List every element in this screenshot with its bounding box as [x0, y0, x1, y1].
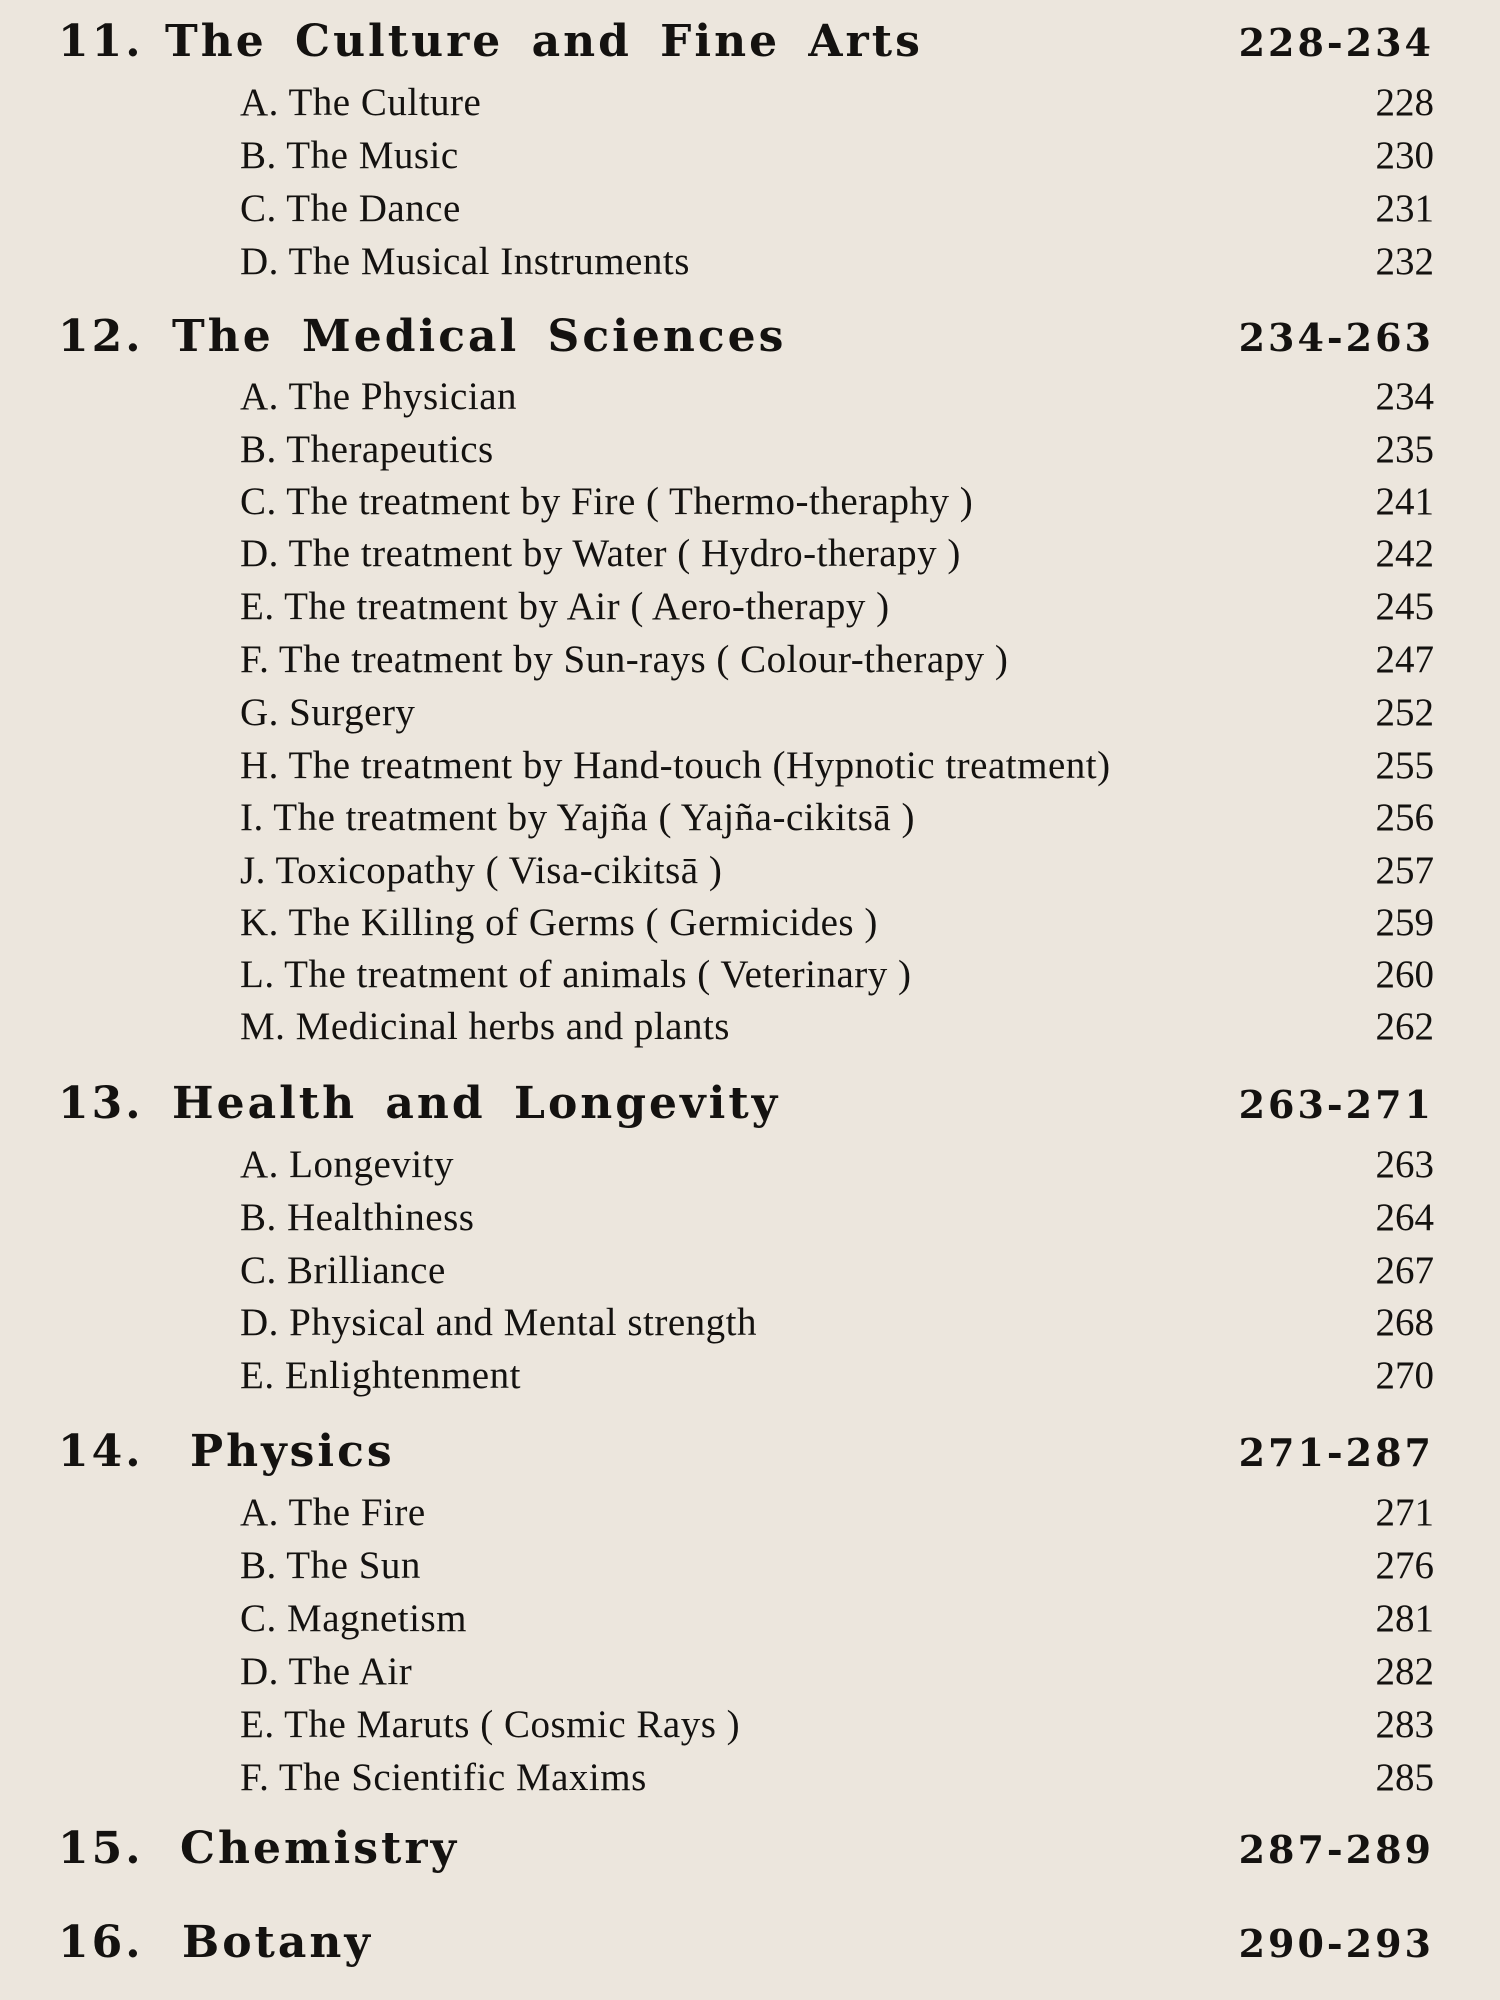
- section-page: 285: [1375, 1756, 1434, 1799]
- chapter-title: Physics: [190, 1426, 395, 1477]
- chapter-title: Health and Longevity: [172, 1078, 781, 1129]
- section-page: 281: [1375, 1597, 1434, 1640]
- section-title: D. The treatment by Water ( Hydro-therapy ): [240, 532, 961, 575]
- section-page: 230: [1375, 134, 1434, 177]
- section-title: A. The Physician: [240, 375, 518, 418]
- section-page: 241: [1375, 480, 1434, 523]
- section-title: A. Longevity: [240, 1143, 454, 1186]
- chapter-pages: 290-293: [1238, 1921, 1434, 1966]
- chapter-number: 16.: [58, 1917, 144, 1968]
- chapter-number: 14.: [58, 1426, 144, 1477]
- section-page: 276: [1375, 1544, 1434, 1587]
- chapter-number: 12.: [58, 311, 144, 362]
- chapter-title: The Culture and Fine Arts: [165, 16, 923, 67]
- section-title: D. The Musical Instruments: [240, 240, 690, 283]
- section-page: 231: [1375, 187, 1434, 230]
- section-title: C. Brilliance: [240, 1249, 446, 1292]
- section-title: D. Physical and Mental strength: [240, 1301, 757, 1344]
- section-page: 234: [1375, 375, 1434, 418]
- chapter-pages: 287-289: [1238, 1827, 1434, 1872]
- section-page: 283: [1375, 1703, 1434, 1746]
- section-page: 262: [1375, 1005, 1434, 1048]
- section-title: B. Therapeutics: [240, 428, 494, 471]
- section-title: H. The treatment by Hand-touch (Hypnotic treatment): [240, 744, 1111, 787]
- section-page: 242: [1375, 532, 1434, 575]
- chapter-title: The Medical Sciences: [172, 311, 787, 362]
- section-title: F. The treatment by Sun-rays ( Colour-therapy ): [240, 638, 1009, 681]
- chapter-pages: 263-271: [1238, 1082, 1434, 1127]
- section-title: E. The treatment by Air ( Aero-therapy ): [240, 585, 890, 628]
- section-page: 235: [1375, 428, 1434, 471]
- toc-chapter: [0, 16, 1500, 72]
- chapter-number: 15.: [58, 1823, 144, 1874]
- section-title: G. Surgery: [240, 691, 416, 734]
- section-page: 267: [1375, 1249, 1434, 1292]
- section-title: D. The Air: [240, 1650, 413, 1693]
- section-page: 259: [1375, 901, 1434, 944]
- section-page: 245: [1375, 585, 1434, 628]
- section-page: 256: [1375, 796, 1434, 839]
- section-page: 257: [1375, 849, 1434, 892]
- section-title: J. Toxicopathy ( Visa-cikitsā ): [240, 849, 723, 892]
- section-page: 270: [1375, 1354, 1434, 1397]
- section-title: B. The Sun: [240, 1544, 421, 1587]
- section-title: E. Enlightenment: [240, 1354, 521, 1397]
- section-title: B. The Music: [240, 134, 459, 177]
- section-title: E. The Maruts ( Cosmic Rays ): [240, 1703, 741, 1746]
- section-page: 271: [1375, 1491, 1434, 1534]
- section-title: B. Healthiness: [240, 1196, 475, 1239]
- chapter-pages: 271-287: [1238, 1430, 1434, 1475]
- chapter-title: Botany: [182, 1917, 373, 1968]
- section-title: L. The treatment of animals ( Veterinary ): [240, 953, 912, 996]
- section-page: 268: [1375, 1301, 1434, 1344]
- chapter-pages: 228-234: [1238, 20, 1434, 65]
- chapter-number: 11.: [58, 16, 144, 67]
- section-title: A. The Culture: [240, 81, 482, 124]
- section-title: F. The Scientific Maxims: [240, 1756, 647, 1799]
- section-page: 232: [1375, 240, 1434, 283]
- section-title: K. The Killing of Germs ( Germicides ): [240, 901, 878, 944]
- chapter-pages: 234-263: [1238, 315, 1434, 360]
- section-title: C. Magnetism: [240, 1597, 467, 1640]
- section-page: 263: [1375, 1143, 1434, 1186]
- section-title: C. The treatment by Fire ( Thermo-theraphy ): [240, 480, 974, 523]
- section-page: 252: [1375, 691, 1434, 734]
- section-page: 228: [1375, 81, 1434, 124]
- section-page: 260: [1375, 953, 1434, 996]
- section-title: M. Medicinal herbs and plants: [240, 1005, 730, 1048]
- section-page: 255: [1375, 744, 1434, 787]
- section-page: 282: [1375, 1650, 1434, 1693]
- section-title: A. The Fire: [240, 1491, 426, 1534]
- section-page: 264: [1375, 1196, 1434, 1239]
- section-page: 247: [1375, 638, 1434, 681]
- section-title: I. The treatment by Yajña ( Yajña-cikitsā ): [240, 796, 915, 839]
- chapter-number: 13.: [58, 1078, 144, 1129]
- chapter-title: Chemistry: [180, 1823, 460, 1874]
- section-title: C. The Dance: [240, 187, 461, 230]
